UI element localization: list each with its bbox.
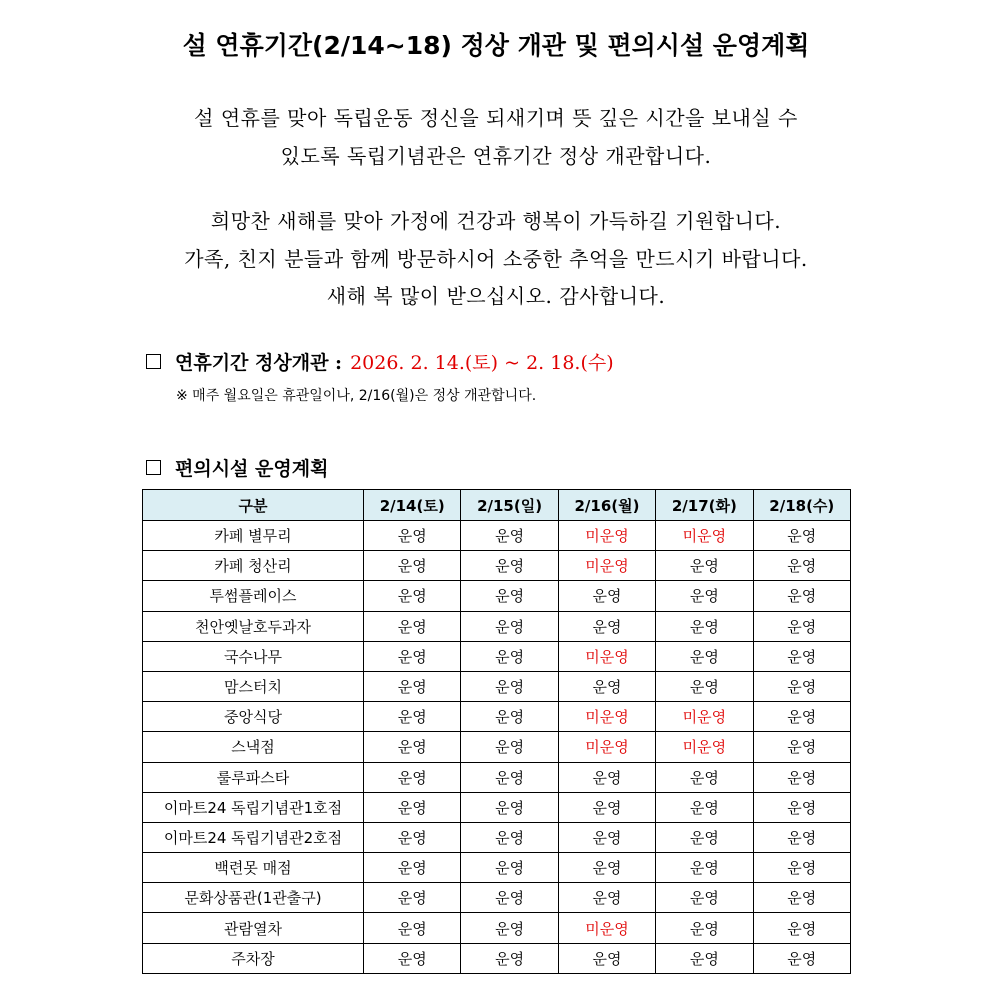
table-body [143, 521, 851, 974]
status-cell: 운영 [753, 732, 850, 762]
status-cell: 운영 [558, 792, 655, 822]
facility-name: 룰루파스타 [143, 762, 364, 792]
status-cell: 미운영 [656, 702, 753, 732]
table-row [143, 581, 851, 611]
header-date: 2/14(토) [364, 490, 461, 521]
facility-name: 카페 청산리 [143, 551, 364, 581]
checkbox-square-icon [146, 354, 161, 369]
status-cell: 운영 [364, 762, 461, 792]
section-facilities-label: 편의시설 운영계획 [175, 458, 329, 480]
facility-name: 천안옛날호두과자 [143, 611, 364, 641]
section-opening-period [146, 348, 614, 375]
facilities-schedule-table [142, 489, 851, 974]
status-cell: 운영 [461, 641, 558, 671]
status-cell: 운영 [461, 551, 558, 581]
greeting-line-2: 있도록 독립기념관은 연휴기간 정상 개관합니다. [280, 144, 712, 168]
status-cell: 운영 [364, 702, 461, 732]
status-cell: 운영 [558, 611, 655, 641]
status-cell: 미운영 [558, 702, 655, 732]
status-cell: 운영 [656, 883, 753, 913]
status-cell: 미운영 [558, 551, 655, 581]
status-cell: 운영 [364, 611, 461, 641]
header-date: 2/16(월) [558, 490, 655, 521]
opening-period-dates: 2026. 2. 14.(토) ~ 2. 18.(수) [350, 352, 614, 374]
facility-name: 카페 별무리 [143, 521, 364, 551]
status-cell: 운영 [461, 521, 558, 551]
facility-name: 관람열차 [143, 913, 364, 943]
section-facilities [146, 454, 328, 481]
facility-name: 백련못 매점 [143, 853, 364, 883]
status-cell: 운영 [364, 671, 461, 701]
status-cell: 운영 [656, 822, 753, 852]
status-cell: 운영 [364, 822, 461, 852]
table-row [143, 521, 851, 551]
checkbox-square-icon [146, 460, 161, 475]
status-cell: 운영 [461, 732, 558, 762]
header-date: 2/18(수) [753, 490, 850, 521]
status-cell: 운영 [364, 732, 461, 762]
status-cell: 운영 [753, 792, 850, 822]
status-cell: 운영 [461, 762, 558, 792]
status-cell: 미운영 [656, 521, 753, 551]
header-date: 2/17(화) [656, 490, 753, 521]
status-cell: 운영 [558, 822, 655, 852]
facility-name: 문화상품관(1관출구) [143, 883, 364, 913]
status-cell: 미운영 [558, 732, 655, 762]
status-cell: 운영 [753, 883, 850, 913]
header-date: 2/15(일) [461, 490, 558, 521]
status-cell: 운영 [461, 883, 558, 913]
table-row [143, 943, 851, 973]
status-cell: 운영 [656, 853, 753, 883]
status-cell: 운영 [558, 853, 655, 883]
status-cell: 운영 [656, 762, 753, 792]
status-cell: 운영 [656, 611, 753, 641]
facility-name: 이마트24 독립기념관1호점 [143, 792, 364, 822]
status-cell: 운영 [753, 521, 850, 551]
table-row [143, 671, 851, 701]
status-cell: 운영 [753, 671, 850, 701]
status-cell: 운영 [364, 581, 461, 611]
facility-name: 스낵점 [143, 732, 364, 762]
status-cell: 운영 [753, 913, 850, 943]
section-opening-label: 연휴기간 정상개관 : [175, 352, 343, 374]
status-cell: 운영 [364, 853, 461, 883]
status-cell: 운영 [656, 792, 753, 822]
status-cell: 운영 [364, 883, 461, 913]
status-cell: 운영 [753, 943, 850, 973]
status-cell: 운영 [753, 702, 850, 732]
document-title: 설 연휴기간(2/14~18) 정상 개관 및 편의시설 운영계획 [182, 31, 810, 60]
status-cell: 운영 [656, 913, 753, 943]
status-cell: 미운영 [656, 732, 753, 762]
status-cell: 운영 [558, 581, 655, 611]
status-cell: 운영 [461, 581, 558, 611]
status-cell: 운영 [558, 762, 655, 792]
status-cell: 운영 [753, 853, 850, 883]
status-cell: 운영 [461, 792, 558, 822]
status-cell: 미운영 [558, 641, 655, 671]
table-row [143, 762, 851, 792]
table-row [143, 551, 851, 581]
table-row [143, 853, 851, 883]
status-cell: 운영 [656, 671, 753, 701]
status-cell: 운영 [364, 551, 461, 581]
status-cell: 운영 [656, 641, 753, 671]
facility-name: 맘스터치 [143, 671, 364, 701]
table-row [143, 732, 851, 762]
greeting-line-5: 새해 복 많이 받으십시오. 감사합니다. [326, 284, 666, 308]
status-cell: 운영 [364, 792, 461, 822]
table-row [143, 883, 851, 913]
monday-note: ※ 매주 월요일은 휴관일이나, 2/16(월)은 정상 개관합니다. [176, 388, 537, 404]
table-row [143, 702, 851, 732]
status-cell: 운영 [461, 853, 558, 883]
status-cell: 운영 [656, 943, 753, 973]
facility-name: 국수나무 [143, 641, 364, 671]
status-cell: 운영 [753, 762, 850, 792]
status-cell: 운영 [753, 551, 850, 581]
table-row [143, 913, 851, 943]
facility-name: 이마트24 독립기념관2호점 [143, 822, 364, 852]
status-cell: 운영 [461, 671, 558, 701]
facility-name: 중앙식당 [143, 702, 364, 732]
table-row [143, 611, 851, 641]
status-cell: 미운영 [558, 521, 655, 551]
facility-name: 투썸플레이스 [143, 581, 364, 611]
status-cell: 운영 [364, 913, 461, 943]
status-cell: 미운영 [558, 913, 655, 943]
table-row [143, 792, 851, 822]
greeting-line-4: 가족, 친지 분들과 함께 방문하시어 소중한 추억을 만드시기 바랍니다. [184, 247, 808, 271]
status-cell: 운영 [753, 822, 850, 852]
header-category: 구분 [143, 490, 364, 521]
status-cell: 운영 [656, 581, 753, 611]
table-row [143, 641, 851, 671]
greeting-line-3: 희망찬 새해를 맞아 가정에 건강과 행복이 가득하길 기원합니다. [210, 209, 782, 233]
status-cell: 운영 [364, 521, 461, 551]
status-cell: 운영 [753, 611, 850, 641]
table-row [143, 822, 851, 852]
facility-name: 주차장 [143, 943, 364, 973]
table-header-row [143, 490, 851, 521]
status-cell: 운영 [461, 702, 558, 732]
status-cell: 운영 [364, 943, 461, 973]
status-cell: 운영 [558, 943, 655, 973]
status-cell: 운영 [558, 883, 655, 913]
status-cell: 운영 [461, 913, 558, 943]
status-cell: 운영 [753, 641, 850, 671]
status-cell: 운영 [461, 943, 558, 973]
status-cell: 운영 [656, 551, 753, 581]
status-cell: 운영 [558, 671, 655, 701]
status-cell: 운영 [753, 581, 850, 611]
status-cell: 운영 [461, 611, 558, 641]
status-cell: 운영 [461, 822, 558, 852]
greeting-line-1: 설 연휴를 맞아 독립운동 정신을 되새기며 뜻 깊은 시간을 보내실 수 [194, 106, 798, 130]
status-cell: 운영 [364, 641, 461, 671]
